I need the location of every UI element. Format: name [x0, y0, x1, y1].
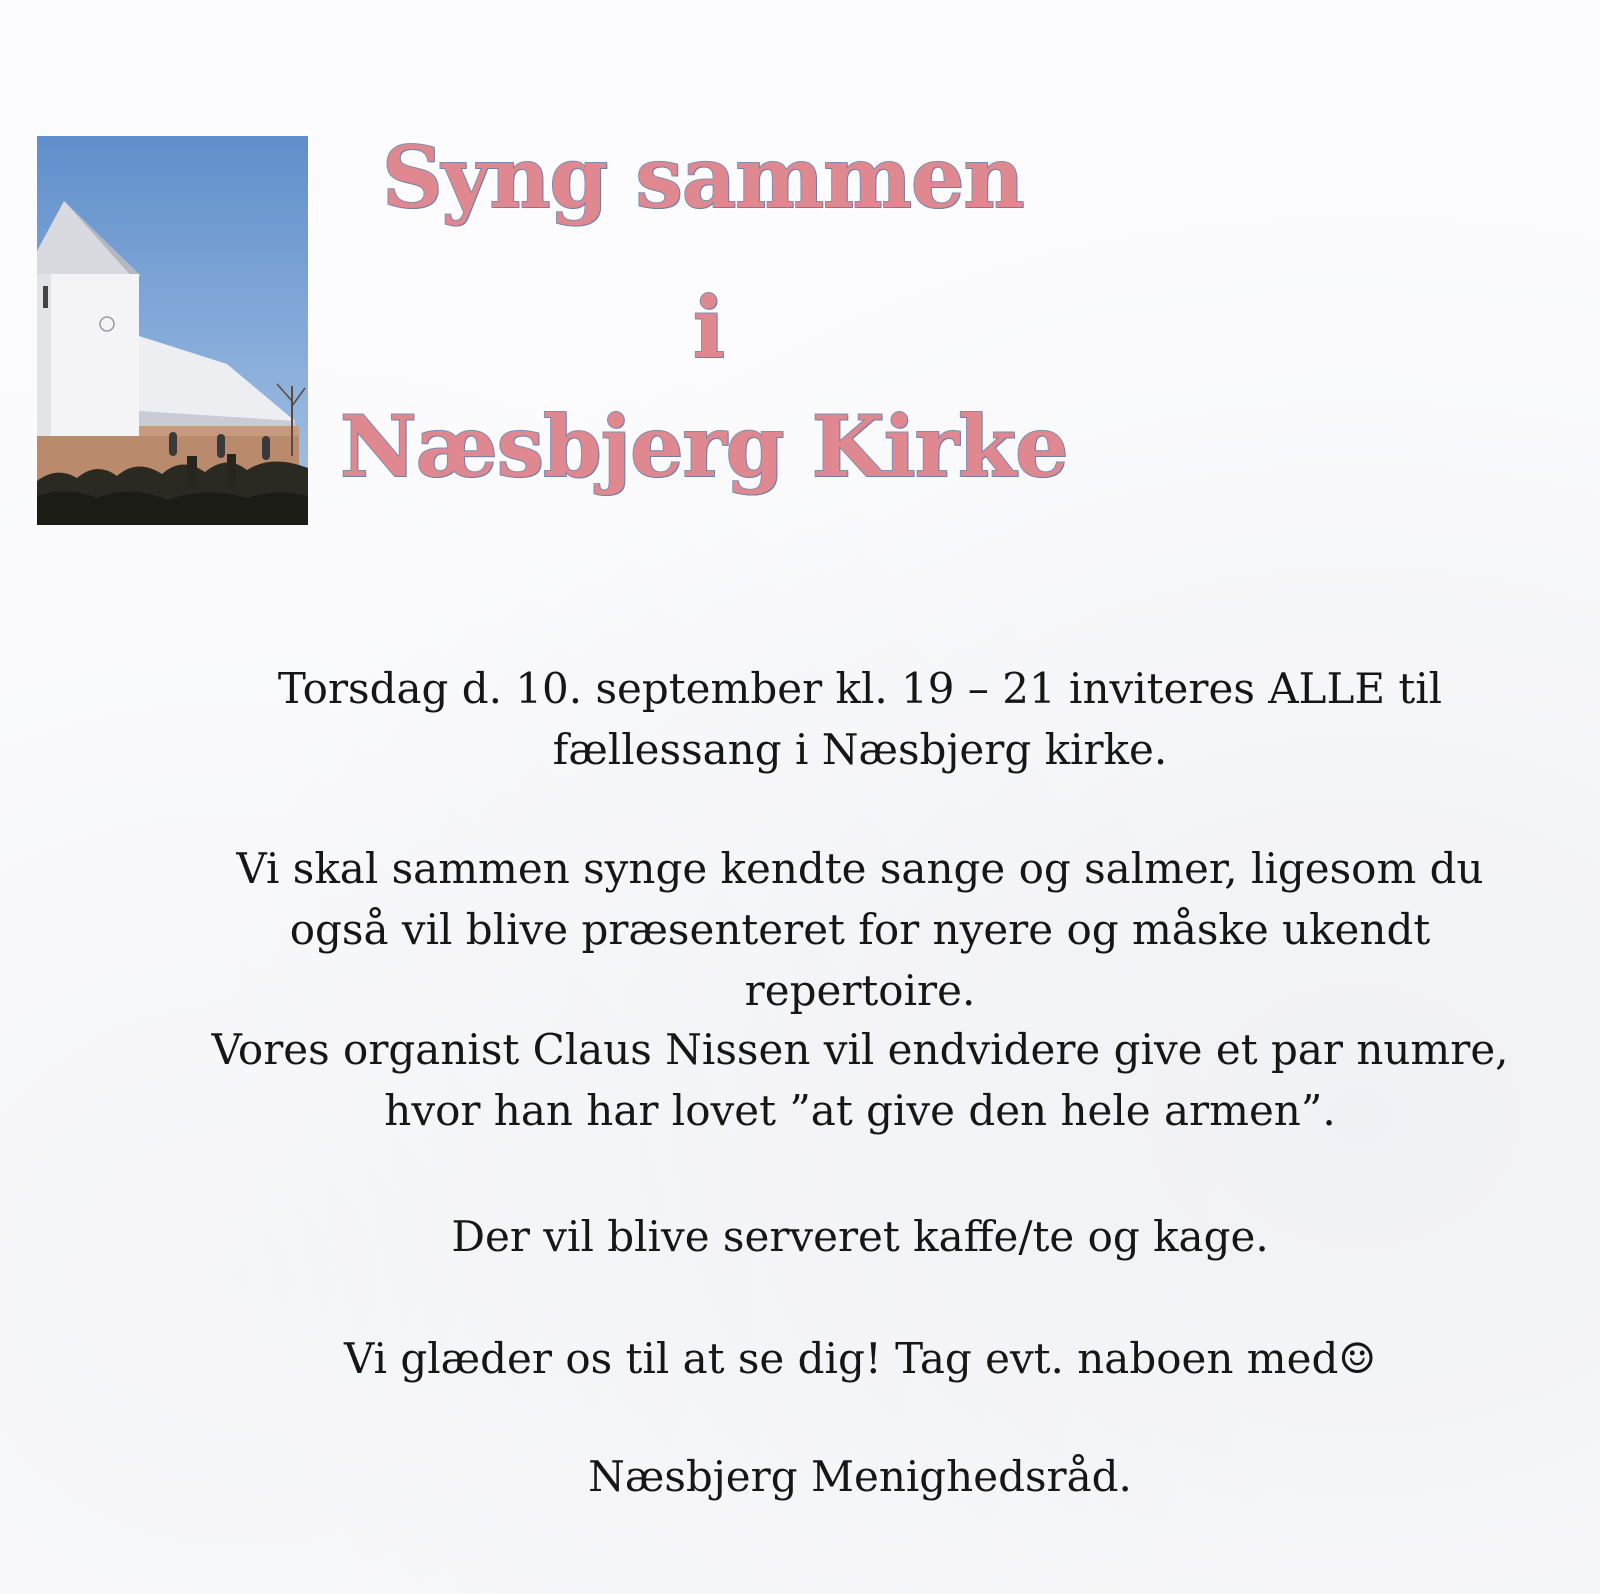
signature-line: Næsbjerg Menighedsråd. — [588, 1452, 1132, 1501]
organist-line-2: hvor han har lovet ”at give den hele armen”. — [384, 1086, 1336, 1135]
closing-paragraph — [160, 1328, 1560, 1389]
songs-paragraph — [160, 838, 1560, 1021]
organist-paragraph — [160, 1019, 1560, 1141]
invitation-line-2: fællessang i Næsbjerg kirke. — [552, 725, 1168, 774]
songs-line-2: også vil blive præsenteret for nyere og måske ukendt — [289, 905, 1431, 954]
songs-line-1: Vi skal sammen synge kendte sange og salmer, ligesom du — [236, 844, 1484, 893]
songs-line-3: repertoire. — [744, 966, 976, 1015]
signature — [160, 1446, 1560, 1507]
closing-line: Vi glæder os til at se dig! Tag evt. naboen med☺ — [343, 1334, 1376, 1383]
church-photo — [37, 136, 308, 525]
title-line-3: Næsbjerg Kirke — [340, 397, 1068, 496]
invitation-paragraph — [160, 658, 1560, 780]
organist-line-1: Vores organist Claus Nissen vil endvidere give et par numre, — [211, 1025, 1509, 1074]
coffee-line: Der vil blive serveret kaffe/te og kage. — [451, 1212, 1269, 1261]
church-icon — [37, 136, 308, 525]
title-line-2: i — [693, 278, 724, 377]
title-line-1: Syng sammen — [382, 128, 1024, 227]
coffee-paragraph — [160, 1206, 1560, 1267]
invitation-line-1: Torsdag d. 10. september kl. 19 – 21 inviteres ALLE til — [277, 664, 1443, 713]
